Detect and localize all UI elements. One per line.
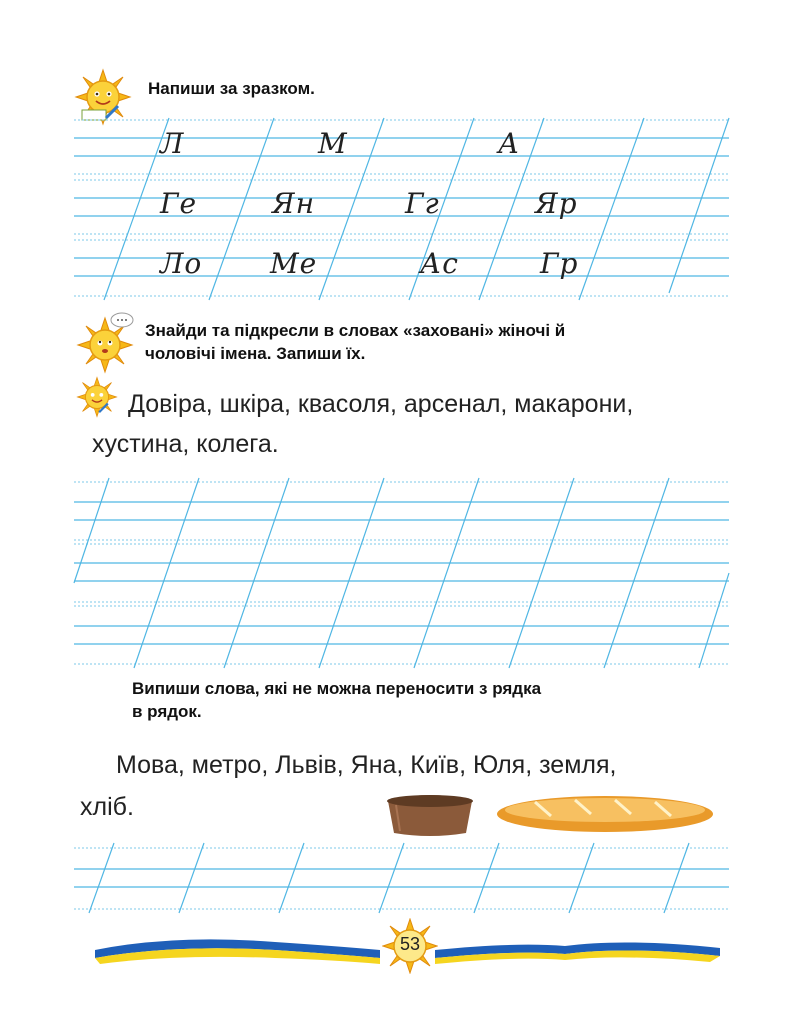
sample-syllable: Ло (160, 247, 203, 280)
task2-text-line2: хустина, колега. (92, 430, 279, 458)
sunflower-writing-icon (76, 376, 118, 418)
task3-text-line2: хліб. (80, 793, 134, 821)
sunflower-thinking-icon (74, 312, 136, 374)
bread-loaf-icon (382, 793, 478, 837)
sample-letter: А (498, 127, 521, 160)
sample-syllable: Гг (405, 187, 440, 220)
task2-title-line2: чоловічі імена. Запиши їх. (145, 344, 366, 363)
handwriting-lines-task3 (74, 843, 729, 913)
sample-letter: Л (160, 127, 185, 160)
sample-syllable: Яр (535, 187, 578, 220)
task2-title-line1: Знайди та підкресли в словах «заховані» жіночі й (145, 321, 566, 340)
sample-syllable: Гр (540, 247, 579, 280)
task3-title-line2: в рядок. (132, 702, 202, 721)
sample-syllable: Ме (270, 247, 318, 280)
task3-text-line1: Мова, метро, Львів, Яна, Київ, Юля, земля, (116, 751, 617, 779)
sample-letter: М (318, 127, 348, 160)
handwriting-lines-task2 (74, 478, 729, 668)
task1-title: Напиши за зразком. (148, 79, 315, 98)
task2-text-line1: Довіра, шкіра, квасоля, арсенал, макарони, (128, 390, 634, 418)
sample-syllable: Ян (272, 187, 316, 220)
baguette-icon (495, 792, 715, 834)
page-number: 53 (399, 934, 421, 954)
sample-syllable: Ас (420, 247, 459, 280)
sample-syllable: Ге (160, 187, 198, 220)
task3-title-line1: Випиши слова, які не можна переносити з рядка (132, 679, 542, 698)
